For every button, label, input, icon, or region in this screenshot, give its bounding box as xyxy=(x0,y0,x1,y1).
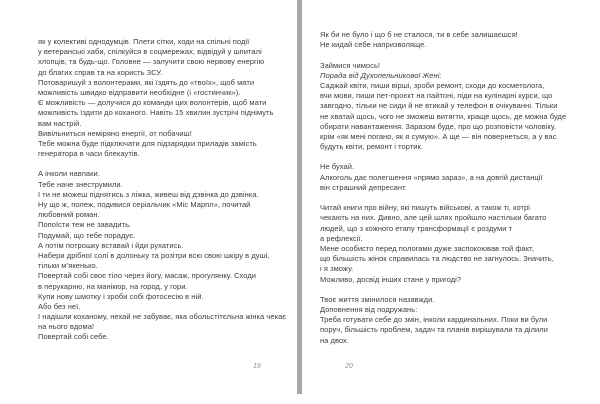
text-line: Читай книги про війну, які пишуть військові, а також ті, котрі xyxy=(320,203,530,213)
page-divider xyxy=(297,0,302,394)
text-line: чекають на них. Дивно, але цей шлях пройшло настільки багато xyxy=(320,213,547,223)
text-line: Ну що ж, полеж, подивися серіальчик «Міс Марпл», почитай xyxy=(38,200,251,209)
page-left-lines xyxy=(38,37,294,343)
text-line: у ветеранські хаби, спілкуйся в соцмережах, відвідуй у шпиталі xyxy=(38,47,262,57)
text-line: людей, що з кожного етапу трансформації є роздуми т xyxy=(320,223,513,233)
page-number-right: 20 xyxy=(345,363,353,370)
text-line: Є можливість — долучися до команди цих волонтерів, щоб мати xyxy=(38,98,267,108)
text-line: обирати навантаження. Заразом буде, про що розповісти чоловіку, xyxy=(320,121,557,131)
text-line: А інколи навпаки. xyxy=(38,169,100,179)
text-line: Твоє життя змінилося назавжди. xyxy=(320,294,435,304)
text-line: генератора в часи блекаутів. xyxy=(38,149,140,159)
text-line: любовний роман. xyxy=(38,210,100,220)
text-line: вам настрій. xyxy=(38,118,82,128)
page-number-left: 19 xyxy=(253,363,261,370)
text-line: він страшний депресант. xyxy=(320,182,407,192)
text-line: Повертай собі своє тіло через йогу, масаж, прогулянку. Сходи xyxy=(38,271,256,281)
text-line: Тебе можна буде підключати для підзарядки приладів замість xyxy=(38,138,257,148)
text-line: Саджай квіти, пиши вірші, зроби ремонт, сходи до косметолога, xyxy=(320,80,545,90)
text-line: І надішли коханому, нехай не забуває, яка обольстітєльна жінка чекає xyxy=(38,312,287,322)
text-line: Порада від Духопельникової Жені: xyxy=(320,70,442,80)
text-line: Тебе наче знеструмили. xyxy=(38,179,123,189)
text-line: хлопців, та будь-що. Головне — залучити свою нервову енергію xyxy=(38,57,265,67)
text-line: Або без неї. xyxy=(38,301,81,311)
text-line: Купи нову шмотку і зроби собі фотосесію в ній. xyxy=(38,291,204,301)
text-line: як у колективі однодумців. Плети сітки, ходи на спільні події xyxy=(38,37,250,46)
text-line: крім «як мені погано, як я сумую». А ще — він повернеться, а у вас xyxy=(320,131,557,141)
blank-line xyxy=(320,285,578,295)
text-line: Потоваришуй з волонтерами, які їздять до «твоїх», щоб мати xyxy=(38,77,255,87)
text-line: Не кидай себе напризволяще. xyxy=(320,40,427,50)
text-line: Алкоголь дає полегшення «прямо зараз», а на довгій дистанції xyxy=(320,172,543,182)
text-line: на двох. xyxy=(320,335,349,345)
text-line: Як би не було і що б не сталося, ти в себе залишаєшся! xyxy=(320,30,518,39)
text-line: вчи мови, пиши пет-проєкт на пайтоні, піди на кулінарні курси, що xyxy=(320,91,553,101)
text-line: тільки м’якенько. xyxy=(38,261,98,271)
text-line: Не бухай. xyxy=(320,162,355,172)
blank-line xyxy=(320,152,578,162)
text-line: Займися чимось! xyxy=(320,60,381,70)
page-right-lines xyxy=(320,30,578,346)
text-line: можливість їздити до коханого. Навіть 15 хвилин зустрічі піднімуть xyxy=(38,108,274,118)
text-line: Можливо, досвід інших стане у пригоді? xyxy=(320,274,462,284)
text-line: Повертай собі себе. xyxy=(38,332,109,342)
text-line: завгодно, тільки не сиди й не втикай у телефон в очікуванні. Тільки xyxy=(320,101,558,111)
page-left xyxy=(38,37,294,343)
text-line: поруч, більшість проблем, задач та планів вирішували та ділили xyxy=(320,325,548,335)
text-line: на нього вдома! xyxy=(38,322,95,332)
text-line: і я зможу. xyxy=(320,264,354,274)
text-line: Набери дрібної солі в долоньку та розітри всю свою шкіру в душі, xyxy=(38,250,270,260)
text-line: А потім потрошку вставай і йди рухатись. xyxy=(38,240,184,250)
text-line: Треба готувати себе до змін, інколи кардинальних. Поки ви були xyxy=(320,315,548,325)
text-line: будуть квіти, ремонт і тортик. xyxy=(320,142,424,152)
page-right xyxy=(320,30,578,346)
blank-line xyxy=(38,159,294,169)
text-line: Вивільниться неміряно енергії, от побачиш! xyxy=(38,128,192,138)
text-line: до благих справ та на користь ЗСУ. xyxy=(38,67,163,77)
text-line: Доповнення від подружань: xyxy=(320,305,418,315)
text-line: а рефлексії. xyxy=(320,233,363,243)
text-line: Подумай, що тебе порадує. xyxy=(38,230,136,240)
text-line: в перукарню, на манікюр, на город, у гори. xyxy=(38,281,188,291)
text-line: Попоїсти теж не завадить. xyxy=(38,220,132,230)
text-line: І ти не можеш піднятись з ліжка, живеш від дзвінка до дзвінка. xyxy=(38,189,259,199)
blank-line xyxy=(320,193,578,203)
text-line: Мене особисто перед пологами дуже заспокоював той факт, xyxy=(320,243,534,253)
text-line: можливість швидко відправити необхідне (і «гостинчик»). xyxy=(38,87,241,97)
blank-line xyxy=(320,50,578,60)
text-line: що більшість жінок справилась та людство не загнулось. Значить, xyxy=(320,254,554,264)
text-line: не хватай щось, чого не зможеш витягти, краще щось, де можна буде xyxy=(320,111,567,121)
